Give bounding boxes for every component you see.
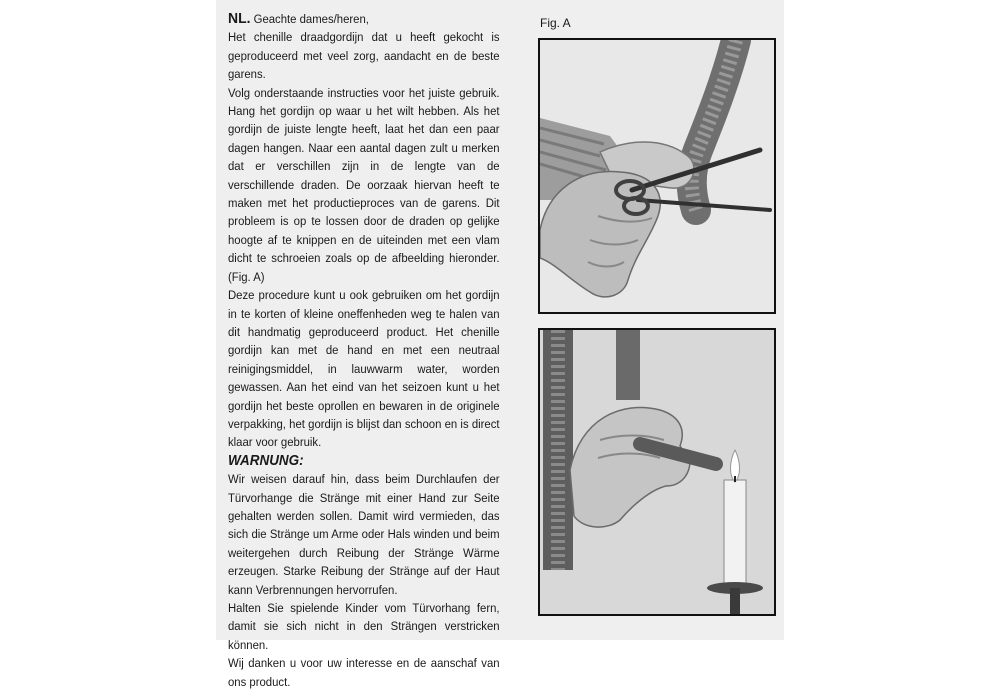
nl-heading xyxy=(228,10,500,28)
instruction-sheet xyxy=(216,0,784,689)
de-paragraph-children: Halten Sie spielende Kinder vom Türvorhang fern, damit sie sich nicht in den Strängen verstricken können. xyxy=(228,601,500,652)
singeing-illustration xyxy=(540,330,774,614)
closing-thanks: Wij danken u voor uw interesse en de aanschaf van ons product. xyxy=(228,656,500,689)
warning-title: WARNUNG: xyxy=(228,452,304,469)
language-code: NL. xyxy=(228,10,251,27)
instruction-text xyxy=(228,10,500,691)
figure-label: Fig. A xyxy=(540,16,571,30)
singeing-photo xyxy=(538,328,776,616)
cutting-illustration xyxy=(540,40,774,312)
greeting: Geachte dames/heren, xyxy=(250,12,369,26)
cutting-photo xyxy=(538,38,776,314)
nl-paragraph-intro: Het chenille draadgordijn dat u heeft gekocht is geproduceerd met veel zorg, aandacht en de beste garens. xyxy=(228,30,500,82)
de-paragraph-warning: Wir weisen darauf hin, dass beim Durchlaufen der Türvorhange die Stränge mit einer Hand zur Seite gehalten werden sollen. Damit wird vermieden, das sich die Stränge um Arme oder Hals winden und beim weitergehen durch Reibung der Stränge Wärme erzeugen. Starke Reibung der Stränge auf der Haut kann Verbrennungen hervorrufen. xyxy=(228,472,500,597)
nl-paragraph-care: Deze procedure kunt u ook gebruiken om het gordijn in te korten of kleine oneffenheden weg te halen van dit handmatig geproduceerd product. Het chenille gordijn kan met de hand en met een neutraal reinigingsmiddel, in lauwwarm water, worden gewassen. Aan het eind van het seizoen kunt u het gordijn het beste oprollen en bewaren in de originele verpakking, het gordijn is blijst dan schoon en is direct klaar voor gebruik. xyxy=(228,288,500,450)
nl-paragraph-instructions: Volg onderstaande instructies voor het juiste gebruik. Hang het gordijn op waar u het wilt hebben. Als het gordijn de juiste lengte heeft, laat het dan een paar dagen hangen. Naar een aantal dagen zult u merken dat er verschillen zijn in de lengte van de verschillende draden. De oorzaak hiervan heeft te maken met het productieproces van de garens. Dit probleem is op te lossen door de draden op gelijke hoogte af te knippen en de uiteinden met een vlam dicht te schroeien zoals op de afbeelding hieronder. (Fig. A) xyxy=(228,85,500,284)
